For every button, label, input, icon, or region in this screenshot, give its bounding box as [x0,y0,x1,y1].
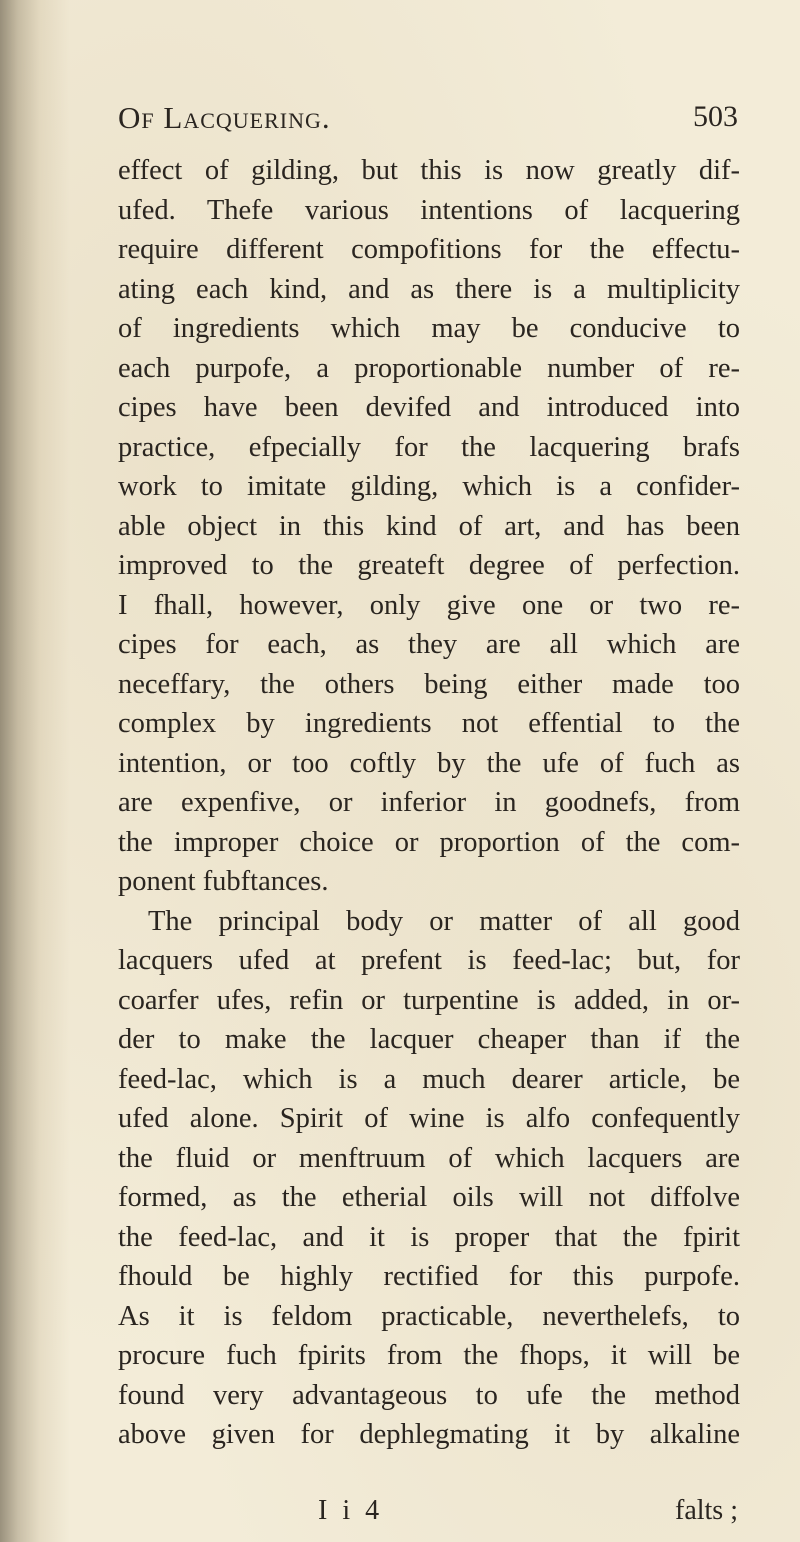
text-line: ufed. Thefe various intentions of lacquering [118,194,740,226]
text-line: der to make the lacquer cheaper than if the [118,1024,740,1055]
text-line: cipes have been devifed and introduced into [118,392,740,423]
text-line: cipes for each, as they are all which are [118,629,740,660]
catchword: falts ; [675,1495,738,1526]
text-line: the fluid or menftruum of which lacquers are [118,1142,740,1174]
text-line: formed, as the etherial oils will not diffolve [118,1182,740,1213]
text-line: above given for dephlegmating it by alkaline [118,1419,740,1450]
text-line: ating each kind, and as there is a multiplicity [118,273,740,305]
page-footer [118,1495,738,1535]
text-line: each purpofe, a proportionable number of re- [118,352,740,384]
text-line: feed-lac, which is a much dearer article, be [118,1063,740,1095]
text-line: improved to the greateft degree of perfection. [118,550,740,581]
running-title: Of Lacquering. [118,100,331,135]
text-line: ufed alone. Spirit of wine is alfo confequently [118,1103,740,1134]
text-line: effect of gilding, but this is now greatly dif- [118,155,740,186]
text-line: neceffary, the others being either made too [118,668,740,700]
text-line: As it is feldom practicable, neverthelefs, to [118,1300,740,1332]
text-line: practice, efpecially for the lacquering brafs [118,431,740,463]
text-line: able object in this kind of art, and has been [118,510,740,542]
text-line: the improper choice or proportion of the com- [118,826,740,858]
text-line: work to imitate gilding, which is a confider- [118,471,740,502]
page-header [118,100,738,140]
text-line: the feed-lac, and it is proper that the fpirit [118,1221,740,1253]
text-line: are expenfive, or inferior in goodnefs, from [118,787,740,818]
text-line: fhould be highly rectified for this purpofe. [118,1261,740,1292]
body-text [118,151,740,1455]
text-line: procure fuch fpirits from the fhops, it will be [118,1340,740,1371]
page-number: 503 [693,100,738,133]
text-line: lacquers ufed at prefent is feed-lac; but, for [118,945,740,976]
text-line: of ingredients which may be conducive to [118,313,740,344]
text-line: coarfer ufes, refin or turpentine is added, in or- [118,984,740,1016]
text-line: complex by ingredients not effential to the [118,708,740,739]
text-line: require different compofitions for the effectu- [118,234,740,265]
text-line: found very advantageous to ufe the method [118,1379,740,1411]
text-line: The principal body or matter of all good [148,905,740,937]
binding-shadow [0,0,70,1542]
text-line: intention, or too coftly by the ufe of fuch as [118,747,740,779]
signature-mark: I i 4 [318,1495,384,1526]
text-line: I fhall, however, only give one or two re- [118,589,740,621]
text-line: ponent fubftances. [118,866,329,897]
